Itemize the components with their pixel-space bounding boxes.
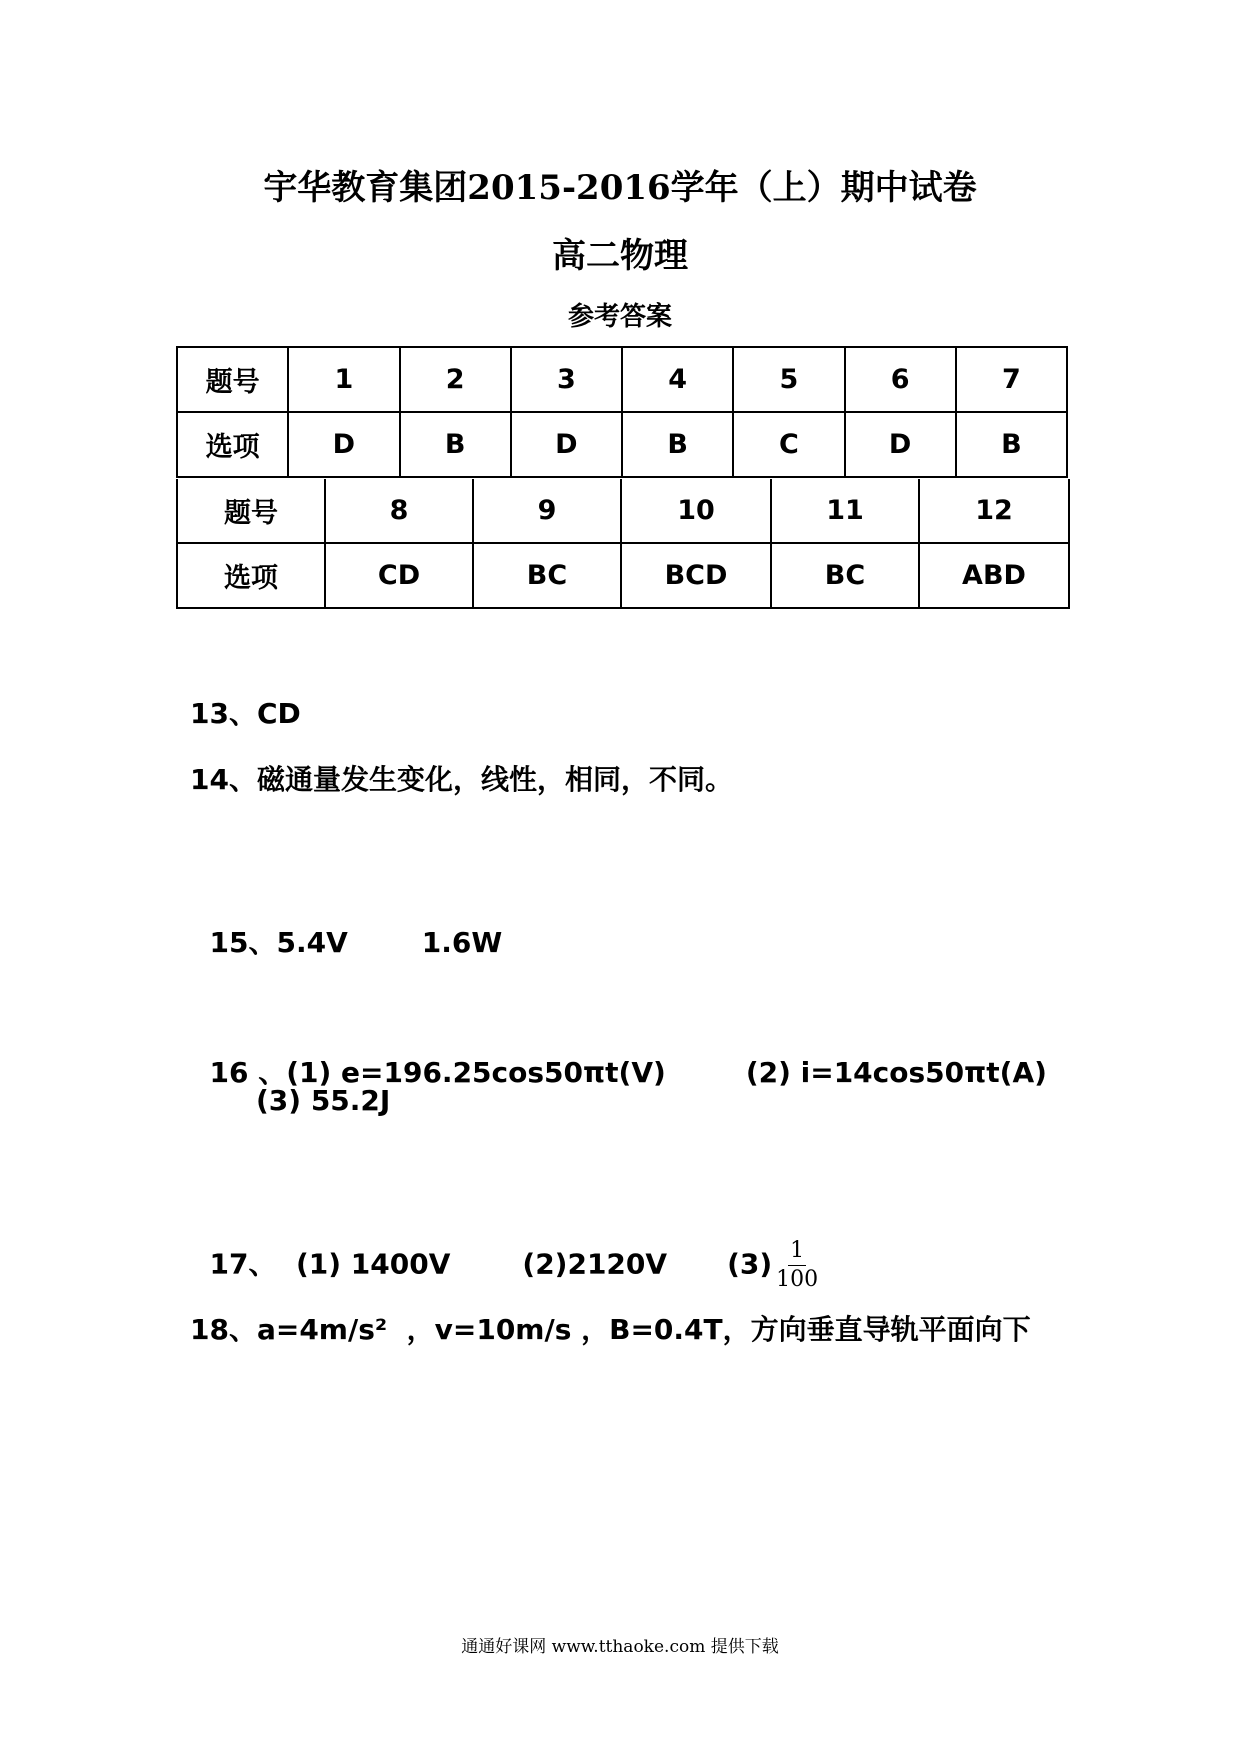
- answer-15-power: 1.6W: [421, 926, 503, 959]
- answer-16: [190, 1018, 1047, 1091]
- answer-option: ABD: [919, 543, 1069, 608]
- answer-17: [190, 1206, 818, 1292]
- question-number: 3: [511, 347, 622, 412]
- fraction-numerator: 1: [788, 1239, 806, 1266]
- answer-option: D: [511, 412, 622, 477]
- question-number: 2: [400, 347, 511, 412]
- answer-option: CD: [325, 543, 473, 608]
- question-number: 12: [919, 479, 1069, 543]
- answer-17-fraction: [776, 1239, 818, 1292]
- exam-title: 宇华教育集团2015-2016学年（上）期中试卷: [263, 168, 977, 208]
- table-row: [177, 543, 1069, 608]
- question-number: 8: [325, 479, 473, 543]
- answer-option: BCD: [621, 543, 771, 608]
- fraction-denominator: 100: [776, 1267, 819, 1293]
- answer-option: D: [845, 412, 956, 477]
- answer-18: 18、a=4m/s² ，v=10m/s ，B=0.4T，方向垂直导轨平面向下: [190, 1313, 1031, 1346]
- answer-option: B: [622, 412, 733, 477]
- question-number: 7: [956, 347, 1067, 412]
- answer-14: 14、磁通量发生变化，线性，相同，不同。: [190, 763, 733, 796]
- question-number: 9: [473, 479, 621, 543]
- answer-13: 13、CD: [190, 697, 301, 730]
- question-number: 5: [733, 347, 844, 412]
- question-number: 10: [621, 479, 771, 543]
- answer-17-part2: (2)2120V: [522, 1247, 668, 1281]
- footer-source: 通通好课网 www.tthaoke.com 提供下载: [461, 1637, 779, 1657]
- table-row: [177, 412, 1067, 477]
- answer-table-1: [176, 346, 1068, 478]
- answer-16-part1: 16 、(1) e=196.25cos50πt(V): [209, 1056, 666, 1089]
- question-number-label: 题号: [177, 479, 325, 543]
- answer-17-part3-label: (3): [727, 1247, 773, 1281]
- question-number: 6: [845, 347, 956, 412]
- answer-option: BC: [473, 543, 621, 608]
- question-number: 4: [622, 347, 733, 412]
- answer-table-2: [176, 479, 1070, 609]
- answer-15-voltage: 15、5.4V: [209, 926, 348, 959]
- answer-17-part1: 17、 (1) 1400V: [209, 1247, 451, 1281]
- answer-option: D: [288, 412, 399, 477]
- question-number-label: 题号: [177, 347, 288, 412]
- answer-15: [190, 888, 502, 961]
- answer-option: B: [956, 412, 1067, 477]
- answer-option: C: [733, 412, 844, 477]
- table-row: [177, 347, 1067, 412]
- answer-key-subtitle: 参考答案: [567, 302, 672, 332]
- question-number: 1: [288, 347, 399, 412]
- answer-16-part3: (3) 55.2J: [256, 1084, 391, 1117]
- answer-option-label: 选项: [177, 412, 288, 477]
- question-number: 11: [771, 479, 919, 543]
- table-row: [177, 479, 1069, 543]
- answer-option-label: 选项: [177, 543, 325, 608]
- subject-title: 高二物理: [552, 236, 688, 276]
- answer-option: BC: [771, 543, 919, 608]
- answer-16-part2: (2) i=14cos50πt(A): [745, 1056, 1047, 1089]
- answer-option: B: [400, 412, 511, 477]
